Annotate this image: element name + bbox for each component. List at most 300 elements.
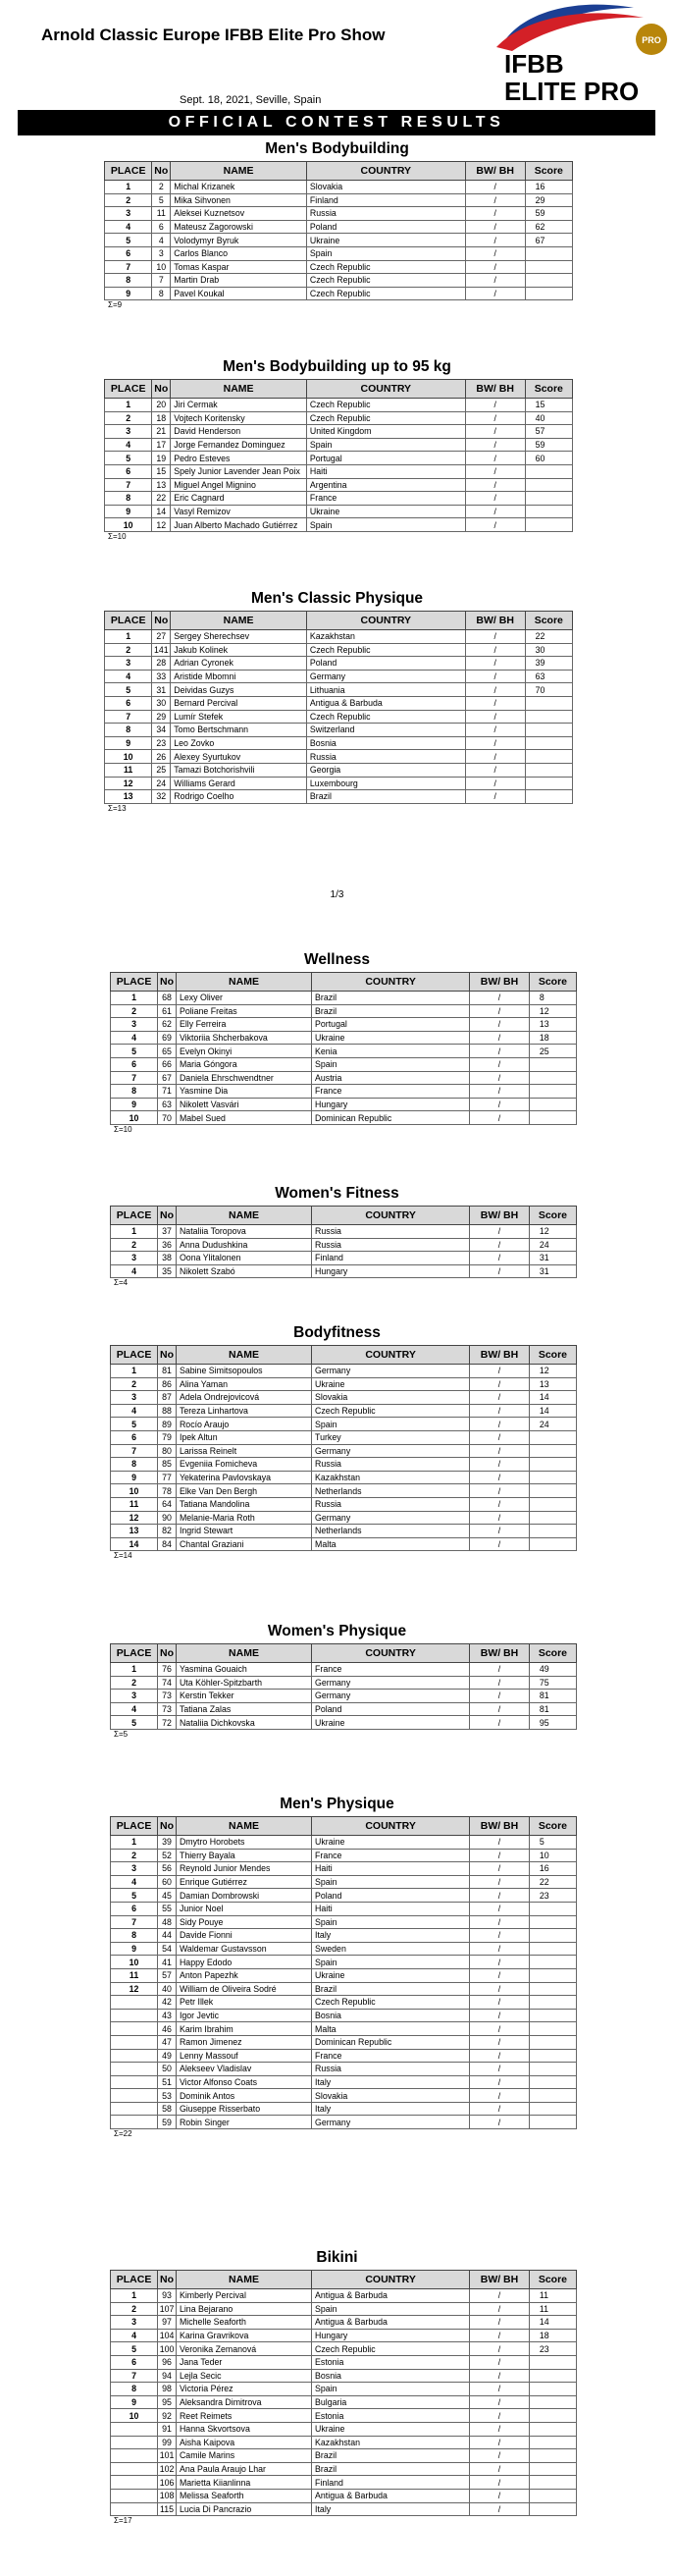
name-cell: Ana Paula Araujo Lhar bbox=[176, 2462, 311, 2476]
name-cell: Kerstin Tekker bbox=[176, 1690, 311, 1703]
country-cell: Ukraine bbox=[312, 1377, 470, 1391]
column-header: BW/ BH bbox=[470, 1817, 530, 1836]
table-row bbox=[105, 193, 573, 207]
column-header: COUNTRY bbox=[312, 1644, 470, 1663]
country-cell: Brazil bbox=[312, 992, 470, 1005]
place-cell bbox=[111, 1996, 158, 2010]
country-cell: Spain bbox=[312, 2302, 470, 2316]
section-title: Men's Classic Physique bbox=[250, 590, 424, 607]
country-cell: Russia bbox=[312, 1458, 470, 1472]
score-cell bbox=[529, 1098, 576, 1111]
name-cell: Williams Gerard bbox=[171, 777, 307, 790]
bw-bh-cell: / bbox=[470, 2049, 530, 2063]
name-cell: Michelle Seaforth bbox=[176, 2316, 311, 2330]
table-row bbox=[105, 505, 573, 518]
name-cell: Adrian Cyronek bbox=[171, 657, 307, 671]
name-cell: Happy Edodo bbox=[176, 1956, 311, 1969]
score-cell: 29 bbox=[525, 193, 572, 207]
table-row bbox=[111, 1098, 577, 1111]
name-cell: Evgeniia Fomicheva bbox=[176, 1458, 311, 1472]
bw-bh-cell: / bbox=[470, 1444, 530, 1458]
number-cell: 141 bbox=[152, 643, 171, 657]
score-cell bbox=[529, 2075, 576, 2089]
country-cell: Kazakhstan bbox=[306, 630, 465, 644]
country-cell: Luxembourg bbox=[306, 777, 465, 790]
table-row bbox=[105, 518, 573, 532]
place-cell: 4 bbox=[105, 438, 152, 452]
number-cell: 17 bbox=[152, 438, 171, 452]
country-cell: Germany bbox=[312, 2116, 470, 2129]
entry-count: Σ=13 bbox=[108, 803, 127, 813]
bw-bh-cell: / bbox=[470, 1929, 530, 1943]
number-cell: 82 bbox=[158, 1525, 177, 1538]
country-cell: Austria bbox=[312, 1071, 470, 1085]
bw-bh-cell: / bbox=[470, 2089, 530, 2103]
name-cell: Igor Jevtic bbox=[176, 2009, 311, 2022]
name-cell: Enrique Gutiérrez bbox=[176, 1875, 311, 1889]
number-cell: 84 bbox=[158, 1537, 177, 1551]
results-section bbox=[0, 1323, 674, 1561]
column-header: COUNTRY bbox=[312, 1346, 470, 1365]
results-table bbox=[110, 1206, 577, 1278]
country-cell: Turkey bbox=[312, 1430, 470, 1444]
entry-count: Σ=10 bbox=[114, 1125, 132, 1134]
bw-bh-cell: / bbox=[465, 438, 525, 452]
table-row bbox=[105, 452, 573, 465]
section-title: Women's Fitness bbox=[275, 1185, 399, 1202]
place-cell: 14 bbox=[111, 1537, 158, 1551]
table-row bbox=[111, 1252, 577, 1265]
score-cell bbox=[529, 2063, 576, 2076]
name-cell: Sidy Pouye bbox=[176, 1915, 311, 1929]
score-cell bbox=[525, 518, 572, 532]
bw-bh-cell: / bbox=[465, 724, 525, 737]
name-cell: Ingrid Stewart bbox=[176, 1525, 311, 1538]
column-header: Score bbox=[529, 2271, 576, 2289]
number-cell: 78 bbox=[158, 1484, 177, 1498]
results-table bbox=[104, 379, 573, 532]
name-cell: Lexy Oliver bbox=[176, 992, 311, 1005]
name-cell: Elly Ferreira bbox=[176, 1018, 311, 1032]
score-cell bbox=[525, 287, 572, 300]
event-date: Sept. 18, 2021, Seville, Spain bbox=[180, 94, 322, 106]
place-cell: 5 bbox=[111, 1889, 158, 1903]
table-row bbox=[111, 2409, 577, 2423]
column-header: BW/ BH bbox=[470, 1207, 530, 1225]
column-header: COUNTRY bbox=[312, 2271, 470, 2289]
name-cell: Jorge Fernandez Dominguez bbox=[171, 438, 307, 452]
name-cell: Sergey Sherechsev bbox=[171, 630, 307, 644]
place-cell bbox=[111, 2022, 158, 2036]
number-cell: 54 bbox=[158, 1942, 177, 1956]
country-cell: Poland bbox=[312, 1889, 470, 1903]
column-header: COUNTRY bbox=[312, 1207, 470, 1225]
results-section bbox=[0, 357, 674, 541]
table-row bbox=[105, 657, 573, 671]
table-header-row bbox=[111, 1644, 577, 1663]
table-header-row bbox=[105, 380, 573, 399]
place-cell: 3 bbox=[111, 1252, 158, 1265]
country-cell: Portugal bbox=[312, 1018, 470, 1032]
bw-bh-cell: / bbox=[470, 2502, 530, 2516]
column-header: NAME bbox=[176, 1346, 311, 1365]
country-cell: France bbox=[312, 1085, 470, 1099]
country-cell: Spain bbox=[306, 438, 465, 452]
number-cell: 24 bbox=[152, 777, 171, 790]
country-cell: Hungary bbox=[312, 1098, 470, 1111]
name-cell: Volodymyr Byruk bbox=[171, 234, 307, 247]
number-cell: 36 bbox=[158, 1238, 177, 1252]
bw-bh-cell: / bbox=[470, 1430, 530, 1444]
country-cell: Czech Republic bbox=[306, 710, 465, 724]
place-cell: 1 bbox=[111, 1663, 158, 1677]
name-cell: Michal Krizanek bbox=[171, 181, 307, 194]
number-cell: 14 bbox=[152, 505, 171, 518]
bw-bh-cell: / bbox=[470, 2355, 530, 2369]
table-row bbox=[105, 274, 573, 288]
country-cell: France bbox=[312, 1663, 470, 1677]
number-cell: 66 bbox=[158, 1057, 177, 1071]
column-header: NAME bbox=[176, 973, 311, 992]
score-cell bbox=[525, 750, 572, 764]
name-cell: Kimberly Percival bbox=[176, 2289, 311, 2303]
score-cell bbox=[529, 1982, 576, 1996]
table-row bbox=[111, 1045, 577, 1058]
country-cell: Czech Republic bbox=[306, 287, 465, 300]
table-row bbox=[111, 1875, 577, 1889]
country-cell: Sweden bbox=[312, 1942, 470, 1956]
country-cell: Antigua & Barbuda bbox=[312, 2289, 470, 2303]
table-row bbox=[111, 2022, 577, 2036]
place-cell: 10 bbox=[111, 1484, 158, 1498]
column-header: Score bbox=[529, 1817, 576, 1836]
number-cell: 41 bbox=[158, 1956, 177, 1969]
country-cell: Kenia bbox=[312, 1045, 470, 1058]
entry-count: Σ=5 bbox=[114, 1730, 129, 1739]
name-cell: Aleksеev Vladislav bbox=[176, 2063, 311, 2076]
place-cell: 6 bbox=[111, 1057, 158, 1071]
place-cell: 3 bbox=[105, 425, 152, 439]
name-cell: Bernard Percival bbox=[171, 696, 307, 710]
name-cell: Camile Marins bbox=[176, 2449, 311, 2463]
table-row bbox=[111, 1111, 577, 1125]
number-cell: 32 bbox=[152, 790, 171, 804]
number-cell: 73 bbox=[158, 1702, 177, 1716]
table-row bbox=[105, 181, 573, 194]
table-row bbox=[105, 260, 573, 274]
table-row bbox=[111, 1238, 577, 1252]
country-cell: Spain bbox=[312, 2383, 470, 2396]
place-cell: 4 bbox=[105, 670, 152, 683]
country-cell: Dominican Republic bbox=[312, 1111, 470, 1125]
name-cell: Damian Dombrowski bbox=[176, 1889, 311, 1903]
table-row bbox=[111, 1929, 577, 1943]
place-cell: 2 bbox=[111, 1377, 158, 1391]
table-row bbox=[111, 1836, 577, 1850]
name-cell: Leo Zovko bbox=[171, 736, 307, 750]
place-cell: 4 bbox=[111, 1264, 158, 1278]
score-cell: 22 bbox=[529, 1875, 576, 1889]
country-cell: Argentina bbox=[306, 478, 465, 492]
bw-bh-cell: / bbox=[470, 2383, 530, 2396]
place-cell: 11 bbox=[105, 763, 152, 777]
bw-bh-cell: / bbox=[470, 2436, 530, 2449]
place-cell: 3 bbox=[111, 1391, 158, 1405]
results-section bbox=[0, 950, 674, 1134]
score-cell bbox=[529, 2116, 576, 2129]
column-header: No bbox=[158, 1346, 177, 1365]
place-cell: 2 bbox=[111, 1676, 158, 1690]
name-cell: Maria Góngora bbox=[176, 1057, 311, 1071]
bw-bh-cell: / bbox=[470, 1391, 530, 1405]
column-header: BW/ BH bbox=[470, 1644, 530, 1663]
score-cell bbox=[529, 1458, 576, 1472]
score-cell: 23 bbox=[529, 2342, 576, 2356]
score-cell bbox=[529, 1996, 576, 2010]
column-header: PLACE bbox=[111, 2271, 158, 2289]
country-cell: Poland bbox=[306, 220, 465, 234]
table-row bbox=[111, 2289, 577, 2303]
score-cell: 25 bbox=[529, 1045, 576, 1058]
table-row bbox=[111, 1525, 577, 1538]
name-cell: Oona Ylitalonen bbox=[176, 1252, 311, 1265]
results-table bbox=[110, 1345, 577, 1551]
name-cell: Juan Alberto Machado Gutiérrez bbox=[171, 518, 307, 532]
place-cell: 2 bbox=[111, 1238, 158, 1252]
country-cell: Brazil bbox=[312, 2449, 470, 2463]
country-cell: Germany bbox=[312, 1511, 470, 1525]
score-cell: 63 bbox=[525, 670, 572, 683]
number-cell: 4 bbox=[152, 234, 171, 247]
country-cell: Russia bbox=[306, 207, 465, 221]
place-cell: 6 bbox=[105, 246, 152, 260]
place-cell bbox=[111, 2063, 158, 2076]
country-cell: Czech Republic bbox=[306, 260, 465, 274]
bw-bh-cell: / bbox=[470, 1471, 530, 1484]
name-cell: Vasyl Remizov bbox=[171, 505, 307, 518]
ifbb-elite-pro-logo bbox=[487, 2, 671, 104]
score-cell: 23 bbox=[529, 1889, 576, 1903]
name-cell: Hanna Skvortsova bbox=[176, 2422, 311, 2436]
number-cell: 58 bbox=[158, 2102, 177, 2116]
place-cell: 8 bbox=[111, 1458, 158, 1472]
score-cell: 18 bbox=[529, 1031, 576, 1045]
score-cell bbox=[529, 2422, 576, 2436]
column-header: NAME bbox=[176, 1817, 311, 1836]
table-row bbox=[105, 750, 573, 764]
bw-bh-cell: / bbox=[470, 1045, 530, 1058]
score-cell bbox=[529, 2102, 576, 2116]
column-header: PLACE bbox=[111, 973, 158, 992]
country-cell: Ukraine bbox=[312, 1836, 470, 1850]
place-cell bbox=[111, 2436, 158, 2449]
country-cell: Russia bbox=[306, 750, 465, 764]
name-cell: Melanie-Maria Roth bbox=[176, 1511, 311, 1525]
name-cell: Uta Köhler-Spitzbarth bbox=[176, 1676, 311, 1690]
country-cell: Russia bbox=[312, 1225, 470, 1239]
bw-bh-cell: / bbox=[470, 1862, 530, 1876]
score-cell: 31 bbox=[529, 1264, 576, 1278]
place-cell: 5 bbox=[111, 1716, 158, 1730]
country-cell: Georgia bbox=[306, 763, 465, 777]
number-cell: 71 bbox=[158, 1085, 177, 1099]
country-cell: Hungary bbox=[312, 1264, 470, 1278]
results-table bbox=[110, 972, 577, 1125]
table-row bbox=[111, 1968, 577, 1982]
number-cell: 88 bbox=[158, 1404, 177, 1418]
place-cell: 1 bbox=[111, 1225, 158, 1239]
bw-bh-cell: / bbox=[465, 452, 525, 465]
name-cell: Pedro Esteves bbox=[171, 452, 307, 465]
score-cell: 75 bbox=[529, 1676, 576, 1690]
table-row bbox=[105, 790, 573, 804]
place-cell: 11 bbox=[111, 1497, 158, 1511]
place-cell bbox=[111, 2035, 158, 2049]
place-cell: 8 bbox=[111, 1085, 158, 1099]
name-cell: Aristide Mbomni bbox=[171, 670, 307, 683]
column-header: Score bbox=[529, 973, 576, 992]
name-cell: Anton Papezhk bbox=[176, 1968, 311, 1982]
number-cell: 29 bbox=[152, 710, 171, 724]
country-cell: Italy bbox=[312, 2502, 470, 2516]
results-section bbox=[0, 589, 674, 813]
country-cell: Slovakia bbox=[312, 1391, 470, 1405]
table-row bbox=[111, 2102, 577, 2116]
number-cell: 12 bbox=[152, 518, 171, 532]
country-cell: Estonia bbox=[312, 2355, 470, 2369]
score-cell: 59 bbox=[525, 438, 572, 452]
results-section bbox=[0, 1622, 674, 1739]
number-cell: 19 bbox=[152, 452, 171, 465]
table-row bbox=[111, 992, 577, 1005]
bw-bh-cell: / bbox=[470, 2035, 530, 2049]
score-cell: 18 bbox=[529, 2329, 576, 2342]
score-cell: 40 bbox=[525, 411, 572, 425]
column-header: NAME bbox=[176, 1644, 311, 1663]
place-cell: 2 bbox=[111, 1849, 158, 1862]
bw-bh-cell: / bbox=[470, 1004, 530, 1018]
country-cell: France bbox=[312, 2049, 470, 2063]
name-cell: Yasmine Dia bbox=[176, 1085, 311, 1099]
page-number: 1/3 bbox=[330, 889, 344, 900]
score-cell: 14 bbox=[529, 1391, 576, 1405]
score-cell bbox=[529, 1537, 576, 1551]
bw-bh-cell: / bbox=[465, 246, 525, 260]
bw-bh-cell: / bbox=[465, 518, 525, 532]
score-cell: 11 bbox=[529, 2302, 576, 2316]
number-cell: 96 bbox=[158, 2355, 177, 2369]
score-cell bbox=[529, 2395, 576, 2409]
country-cell: Germany bbox=[312, 1676, 470, 1690]
bw-bh-cell: / bbox=[465, 643, 525, 657]
number-cell: 18 bbox=[152, 411, 171, 425]
country-cell: Brazil bbox=[312, 1982, 470, 1996]
table-row bbox=[111, 1956, 577, 1969]
place-cell: 6 bbox=[111, 1902, 158, 1915]
table-row bbox=[111, 2476, 577, 2490]
score-cell bbox=[529, 2369, 576, 2383]
country-cell: Switzerland bbox=[306, 724, 465, 737]
bw-bh-cell: / bbox=[470, 2342, 530, 2356]
country-cell: Czech Republic bbox=[306, 274, 465, 288]
name-cell: Poliane Freitas bbox=[176, 1004, 311, 1018]
country-cell: Finland bbox=[312, 1252, 470, 1265]
table-row bbox=[111, 2502, 577, 2516]
number-cell: 67 bbox=[158, 1071, 177, 1085]
table-header-row bbox=[111, 1817, 577, 1836]
table-row bbox=[111, 1430, 577, 1444]
score-cell: 24 bbox=[529, 1238, 576, 1252]
place-cell: 3 bbox=[111, 2316, 158, 2330]
number-cell: 31 bbox=[152, 683, 171, 697]
table-row bbox=[105, 399, 573, 412]
name-cell: Sabine Simitsopoulos bbox=[176, 1365, 311, 1378]
number-cell: 63 bbox=[158, 1098, 177, 1111]
country-cell: Netherlands bbox=[312, 1484, 470, 1498]
bw-bh-cell: / bbox=[465, 287, 525, 300]
bw-bh-cell: / bbox=[470, 1915, 530, 1929]
bw-bh-cell: / bbox=[470, 2102, 530, 2116]
name-cell: Tomas Kaspar bbox=[171, 260, 307, 274]
score-cell bbox=[529, 2489, 576, 2502]
results-table bbox=[110, 1643, 577, 1730]
table-row bbox=[105, 464, 573, 478]
results-table bbox=[104, 161, 573, 300]
table-row bbox=[111, 1031, 577, 1045]
number-cell: 3 bbox=[152, 246, 171, 260]
bw-bh-cell: / bbox=[470, 2462, 530, 2476]
score-cell bbox=[529, 2009, 576, 2022]
country-cell: Spain bbox=[312, 1956, 470, 1969]
country-cell: Brazil bbox=[312, 1004, 470, 1018]
table-row bbox=[111, 1537, 577, 1551]
place-cell: 7 bbox=[105, 260, 152, 274]
country-cell: United Kingdom bbox=[306, 425, 465, 439]
name-cell: Tatiana Mandolina bbox=[176, 1497, 311, 1511]
score-cell bbox=[529, 1085, 576, 1099]
table-row bbox=[105, 234, 573, 247]
column-header: COUNTRY bbox=[306, 380, 465, 399]
column-header: Score bbox=[525, 380, 572, 399]
number-cell: 57 bbox=[158, 1968, 177, 1982]
number-cell: 108 bbox=[158, 2489, 177, 2502]
country-cell: Antigua & Barbuda bbox=[312, 2316, 470, 2330]
bw-bh-cell: / bbox=[470, 1377, 530, 1391]
bw-bh-cell: / bbox=[470, 2316, 530, 2330]
table-row bbox=[111, 2316, 577, 2330]
table-header-row bbox=[111, 2271, 577, 2289]
name-cell: Aleksei Kuznetsov bbox=[171, 207, 307, 221]
place-cell: 8 bbox=[105, 724, 152, 737]
name-cell: Tamazi Botchorishvili bbox=[171, 763, 307, 777]
table-row bbox=[111, 1365, 577, 1378]
table-row bbox=[105, 425, 573, 439]
score-cell bbox=[525, 777, 572, 790]
country-cell: Portugal bbox=[306, 452, 465, 465]
country-cell: Finland bbox=[306, 193, 465, 207]
name-cell: Carlos Blanco bbox=[171, 246, 307, 260]
country-cell: Ukraine bbox=[312, 1031, 470, 1045]
country-cell: Hungary bbox=[312, 2329, 470, 2342]
number-cell: 52 bbox=[158, 1849, 177, 1862]
table-row bbox=[111, 1889, 577, 1903]
bw-bh-cell: / bbox=[470, 1264, 530, 1278]
bw-bh-cell: / bbox=[470, 2075, 530, 2089]
place-cell bbox=[111, 2049, 158, 2063]
table-row bbox=[111, 2422, 577, 2436]
table-row bbox=[111, 2049, 577, 2063]
place-cell: 6 bbox=[111, 1430, 158, 1444]
